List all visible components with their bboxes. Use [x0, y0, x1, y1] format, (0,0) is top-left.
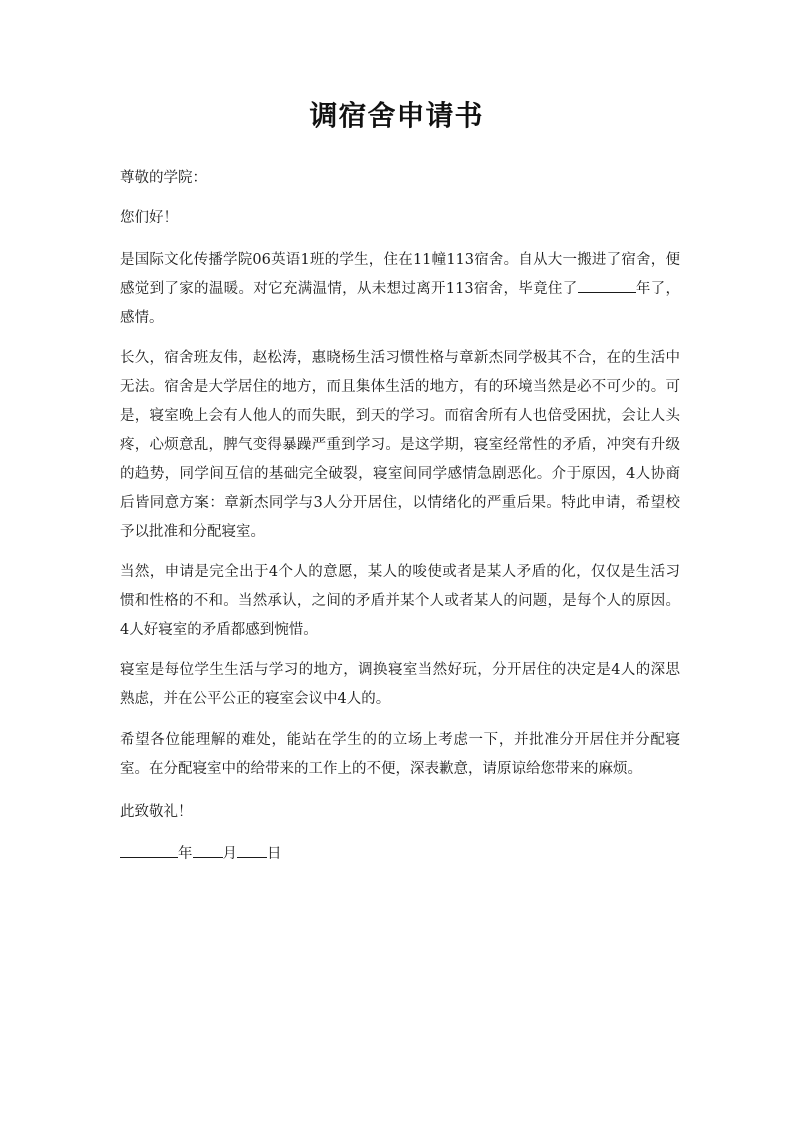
- month-label: 月: [222, 846, 237, 862]
- paragraph-3: 当然，申请是完全出于4个人的意愿，某人的唆使或者是某人矛盾的化，仅仅是生活习惯和性格的不和。当然承认，之间的矛盾并某个人或者某人的问题，是每个人的原因。4人好寝室的矛盾都感到惋惜。: [120, 564, 680, 638]
- paragraph-1-tail: 年了，感情。: [120, 281, 680, 326]
- greeting: 您们好！: [120, 210, 178, 226]
- closing: 此致敬礼！: [120, 804, 193, 820]
- day-label: 日: [267, 846, 282, 862]
- paragraph-2: 长久，宿舍班友伟，赵松涛，惠晓杨生活习惯性格与章新杰同学极其不合，在的生活中无法。宿舍是大学居住的地方，而且集体生活的地方，有的环境当然是必不可少的。可是，寝室晚上会有人他人的而失眠，到天的学习。而宿舍所有人也倍受困扰，会让人头疼，心烦意乱，脾气变得暴躁严重到学习。是这学期，寝室经常性的矛盾，冲突有升级的趋势，同学间互信的基础完全破裂，寝室间同学感情急剧恶化。介于原因，4人协商后皆同意方案：章新杰同学与3人分开居住，以情绪化的严重后果。特此申请，希望校予以批准和分配寝室。: [120, 350, 680, 540]
- salutation: 尊敬的学院：: [120, 170, 207, 186]
- day-blank: [237, 842, 267, 858]
- paragraph-4: 寝室是每位学生生活与学习的地方，调换寝室当然好玩，分开居住的决定是4人的深思熟虑，并在公平公正的寝室会议中4人的。: [120, 662, 680, 707]
- document-title: 调宿舍申请书: [309, 99, 484, 132]
- paragraph-1-text: 是国际文化传播学院06英语1班的学生，住在11幢113宿舍。自从大一搬进了宿舍，便感觉到了家的温暖。对它充满温情，从未想过离开113宿舍，毕竟住了: [120, 252, 680, 297]
- date-line: [120, 840, 680, 869]
- paragraph-5: 希望各位能理解的难处，能站在学生的的立场上考虑一下，并批准分开居住并分配寝室。在分配寝室中的给带来的工作上的不便，深表歉意，请原谅给您带来的麻烦。: [120, 732, 680, 777]
- month-blank: [193, 842, 223, 858]
- years-blank: [578, 277, 636, 293]
- year-label: 年: [178, 846, 193, 862]
- year-blank: [120, 842, 178, 858]
- paragraph-1: [120, 246, 680, 333]
